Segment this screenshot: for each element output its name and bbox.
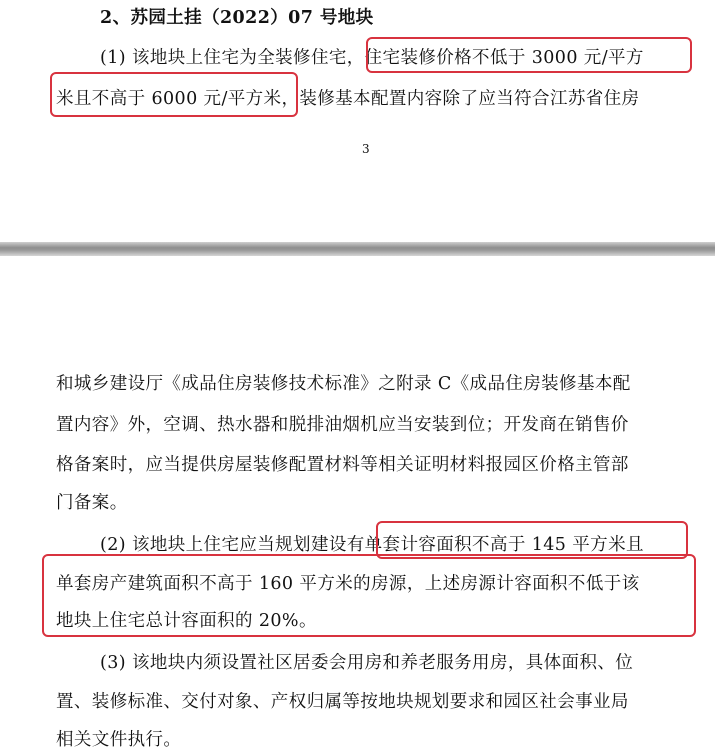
paragraph-1-line-2: 米且不高于 6000 元/平方米，装修基本配置内容除了应当符合江苏省住房	[56, 89, 640, 109]
document-page-top	[0, 0, 715, 242]
paragraph-3-line-2: 置、装修标准、交付对象、产权归属等按地块规划要求和园区社会事业局	[56, 692, 629, 712]
paragraph-1-cont-line-4: 门备案。	[56, 493, 128, 513]
paragraph-1-line-1: (1) 该地块上住宅为全装修住宅，住宅装修价格不低于 3000 元/平方	[100, 48, 644, 68]
highlight-box-price-part-1	[366, 37, 692, 73]
paragraph-3-line-1: (3) 该地块内须设置社区居委会用房和养老服务用房，具体面积、位	[100, 653, 634, 673]
page-number: 3	[362, 142, 370, 156]
paragraph-3-line-3: 相关文件执行。	[56, 730, 182, 750]
paragraph-1-cont-line-2: 置内容》外，空调、热水器和脱排油烟机应当安装到位；开发商在销售价	[56, 415, 629, 435]
document-page-bottom	[0, 256, 715, 750]
paragraph-2-line-2: 单套房产建筑面积不高于 160 平方米的房源，上述房源计容面积不低于该	[56, 574, 640, 594]
paragraph-2-line-3: 地块上住宅总计容面积的 20%。	[56, 611, 317, 631]
section-heading: 2、苏园土挂（2022）07 号地块	[100, 8, 374, 28]
highlight-box-area-part-2	[42, 554, 696, 637]
paragraph-1-cont-line-1: 和城乡建设厅《成品住房装修技术标准》之附录 C《成品住房装修基本配	[56, 374, 631, 394]
paragraph-1-cont-line-3: 格备案时，应当提供房屋装修配置材料等相关证明材料报园区价格主管部	[56, 455, 629, 475]
paragraph-2-line-1: (2) 该地块上住宅应当规划建设有单套计容面积不高于 145 平方米且	[100, 535, 644, 555]
page-break-divider	[0, 242, 715, 256]
highlight-box-price-part-2	[50, 72, 298, 117]
